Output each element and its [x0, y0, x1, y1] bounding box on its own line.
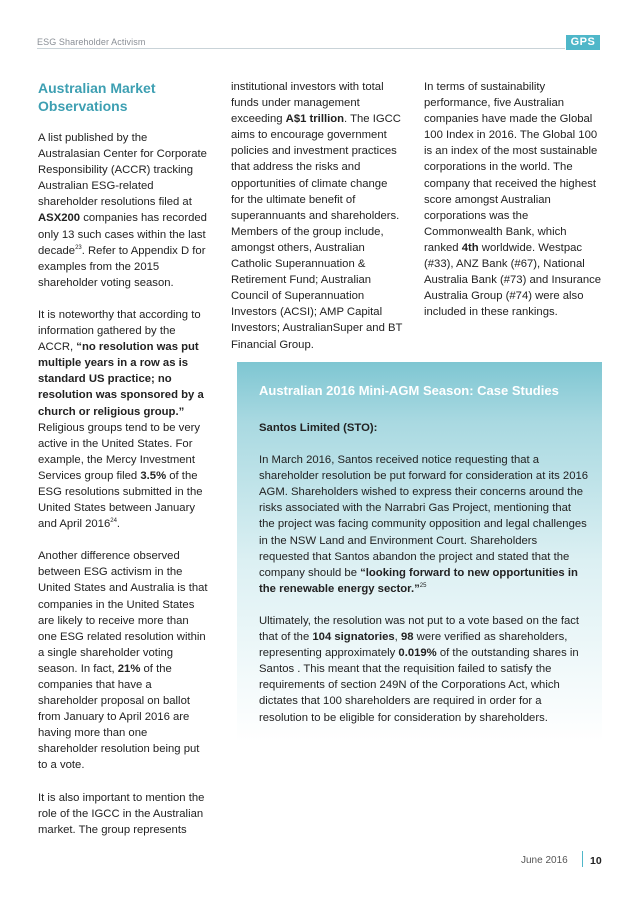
paragraph-igcc: It is also important to mention the role of the IGCC in the Australian market. The group represents — [38, 791, 205, 836]
page-number: 10 — [590, 855, 602, 867]
column-1 — [38, 79, 210, 838]
header-divider — [37, 48, 565, 49]
footer-divider — [582, 851, 583, 867]
column-3 — [424, 79, 602, 320]
case-study-title: Australian 2016 Mini-AGM Season: Case Studies — [259, 383, 559, 398]
running-header: ESG Shareholder Activism — [37, 37, 146, 47]
paragraph-igcc-continued: institutional investors with total funds under management exceeding A$1 trillion. The IGCC aims to encourage government policies and investment practices that address the risks and opportunities of climate change for the ultimate benefit of superannuants and shareholders. Members of the group include, amongst others, Australian Catholic Superannuation & Retirement Fund; Australian Council of Superannuation Investors (ACSI); AMP Capital Investors; AustralianSuper and BT Financial Group. — [231, 81, 403, 351]
footnote-ref: 25 — [419, 583, 427, 590]
paragraph-global-100: In terms of sustainability performance, five Australian companies have made the Global 100 Index in 2016. The Global 100 is an index of the most sustainable corporations in the world. The company that received the highest score amongst Australian corporations was the Commonwealth Bank, which ranked 4th worldwide. Westpac (#33), ANZ Bank (#67), National Australia Bank (#73) and Insurance Australia Group (#74) were also included in these rankings. — [424, 81, 602, 319]
paragraph-accr-list: A list published by the Australasian Center for Corporate Responsibility (ACCR) tracking Australian ESG-related shareholder resolutions filed at ASX200 companies has recorded only 13 such cases within the last decade$^{23}$. Refer to Appendix D for examples from the 2015 shareholder voting season. — [38, 132, 207, 289]
case-study-box — [237, 362, 602, 805]
paragraph-noteworthy: It is noteworthy that according to information gathered by the ACCR, “no resolution was put multiple years in a row as is standard US practice; no resolution was sponsored by a church or religious group.” Religious groups tend to be very active in the United States. For example, the Mercy Investment Services group filed 3.5% of the ESG resolutions submitted in the United States between January and April 2016$^{24}$. — [38, 308, 204, 531]
case-study-paragraph-1: In March 2016, Santos received notice requesting that a shareholder resolution be put forward for consideration at its 2016 AGM. Shareholders wished to express their concerns around the risks associated with the Narrabri Gas Project, mentioning that the project was facing community opposition and legal challenges in the NSW Land and Environment Court. Shareholders requested that Santos abandon the project and stated that the company should be “looking forward to new opportunities in the renewable energy sector.”$^{25}$ — [259, 454, 589, 595]
footnote-ref: 23 — [75, 244, 82, 251]
footer-date: June 2016 — [521, 855, 568, 866]
footnote-ref: 24 — [110, 518, 117, 525]
paragraph-difference: Another difference observed between ESG activism in the United States and Australia is that companies in the United States are likely to receive more than one ESG related resolution within a single shareholder voting season. In fact, 21% of the companies that have a shareholder proposal on ballot from January to April 2016 are having more than one shareholder resolution being put to a vote. — [38, 550, 208, 772]
gps-logo: GPS — [566, 35, 600, 50]
case-study-paragraph-2: Ultimately, the resolution was not put to a vote based on the fact that of the 104 signatories, 98 were verified as shareholders, representing approximately 0.019% of the outstanding shares in Santos . This meant that the requisition failed to satisfy the requirements of section 249N of the Corporations Act, which dictates that 100 shareholders are required in order for a resolution to be eligible for consideration by shareholders. — [259, 614, 580, 724]
case-study-subtitle: Santos Limited (STO): — [259, 422, 378, 434]
section-heading: Australian Market Observations — [38, 80, 156, 114]
column-2 — [231, 79, 403, 353]
